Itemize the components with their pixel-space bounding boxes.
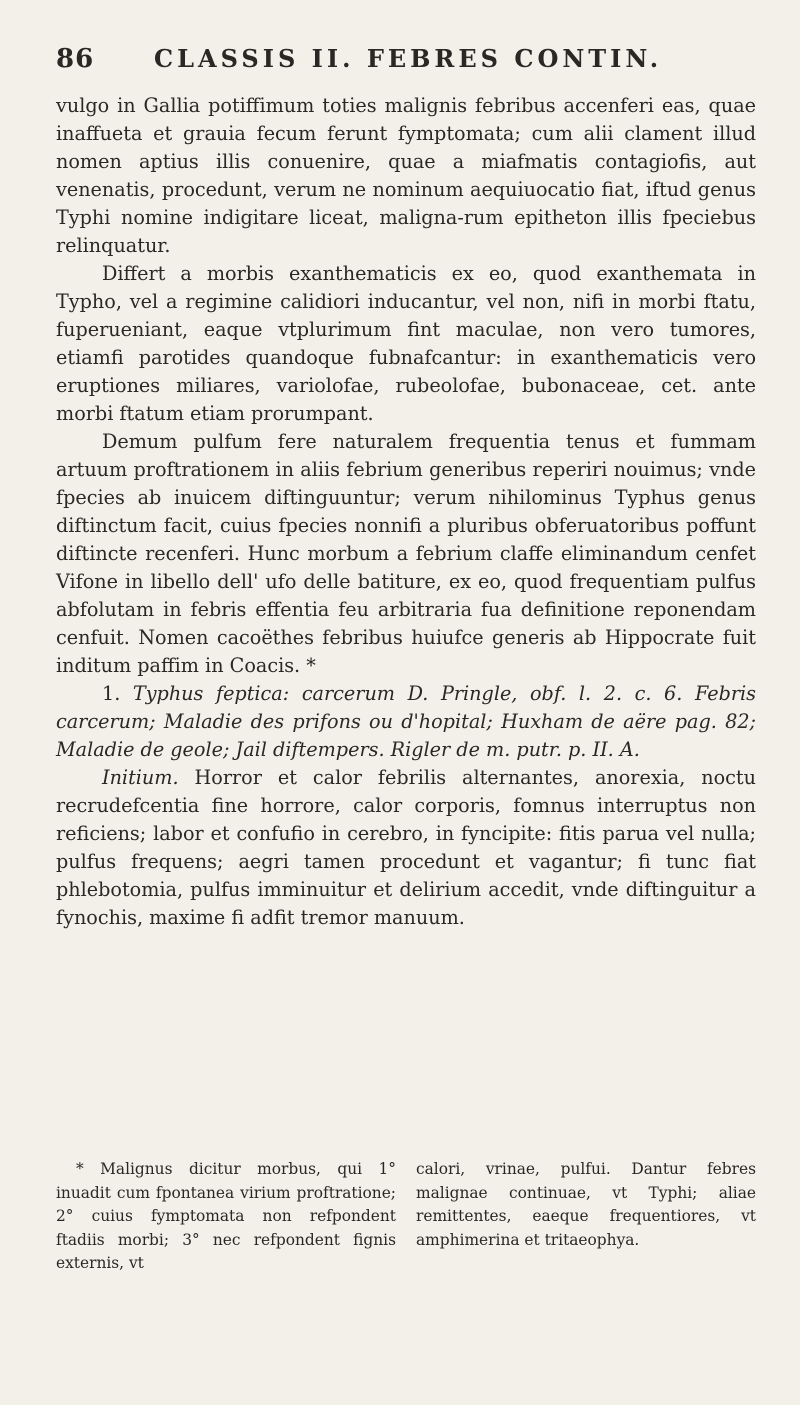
- paragraph-3: Demum pulfum fere naturalem frequentia tenus et fummam artuum proftrationem in aliis febrium generibus reperiri nouimus; vnde fpecies ab inuicem diftinguuntur; verum nihilominus Typhus genus diftinctum facit, cuius fpecies nonnifi a pluribus obferuatoribus poffunt diftincte recenferi. Hunc morbum a febrium claffe eliminandum cenfet Vifone in libello dell' ufo delle batiture, ex eo, quod frequentiam pulfus abfolutam in febris effentia feu arbitraria fua definitione reponendam cenfuit. Nomen cacoëthes febribus huiufce generis ab Hippocrate fuit inditum paffim in Coacis. *: [56, 430, 756, 677]
- footnote-right-column: calori, vrinae, pulfui. Dantur febres malignae continuae, vt Typhi; aliae remittentes, eaeque frequentiores, vt amphimerina et tritaeophya.: [416, 1160, 756, 1249]
- species-entry: [56, 680, 756, 764]
- footnote-left-column: * Malignus dicitur morbus, qui 1° inuadit cum fpontanea virium proftratione; 2° cuius fymptomata non refpondent ftadiis morbi; 3° nec refpondent fignis externis, vt: [56, 1160, 396, 1272]
- entry-number: 1.: [102, 682, 121, 705]
- page-header: [56, 44, 756, 84]
- entry-references: carcerum D. Pringle, obf. l. 2. c. 6. Febris carcerum; Maladie des prifons ou d'hopital; Huxham de aëre pag. 82; Maladie de geole; Jail diftempers. Rigler de m. putr. p. II. A.: [56, 682, 757, 761]
- initium-text: Horror et calor febrilis alternantes, anorexia, noctu recrudefcentia fine horrore, calor corporis, fomnus interruptus non reficiens; labor et confufio in cerebro, in fyncipite: fitis parua vel nulla; pulfus frequens; aegri tamen procedunt et vagantur; fi tunc fiat phlebotomia, pulfus imminuitur et delirium accedit, vnde diftinguitur a fynochis, maxime fi adfit tremor manuum.: [56, 766, 756, 929]
- running-head: CLASSIS II. FEBRES CONTIN.: [154, 44, 663, 73]
- paragraph-1: vulgo in Gallia potiffimum toties malignis febribus accenferi eas, quae inaffueta et grauia fecum ferunt fymptomata; cum alii clament illud nomen aptius illis conuenire, quae a miafmatis contagiofis, aut venenatis, procedunt, verum ne nominum aequiuocatio fiat, iftud genus Typhi nomine indigitare liceat, maligna-rum epitheton illis fpeciebus relinquatur.: [56, 94, 756, 257]
- footnote: [56, 1158, 756, 1276]
- initium-paragraph: [56, 764, 756, 932]
- paragraph-2: Differt a morbis exanthematicis ex eo, quod exanthemata in Typho, vel a regimine calidiori inducantur, vel non, nifi in morbi ftatu, fuperueniant, eaque vtplurimum fint maculae, non vero tumores, etiamfi parotides quandoque fubnafcantur: in exanthematicis vero eruptiones miliares, variolofae, rubeolofae, bubonaceae, cet. ante morbi ftatum etiam prorumpant.: [56, 262, 756, 425]
- initium-label: Initium.: [102, 766, 179, 789]
- page-number: 86: [56, 44, 95, 74]
- entry-name: Typhus feptica:: [132, 682, 290, 705]
- main-text: [56, 92, 756, 932]
